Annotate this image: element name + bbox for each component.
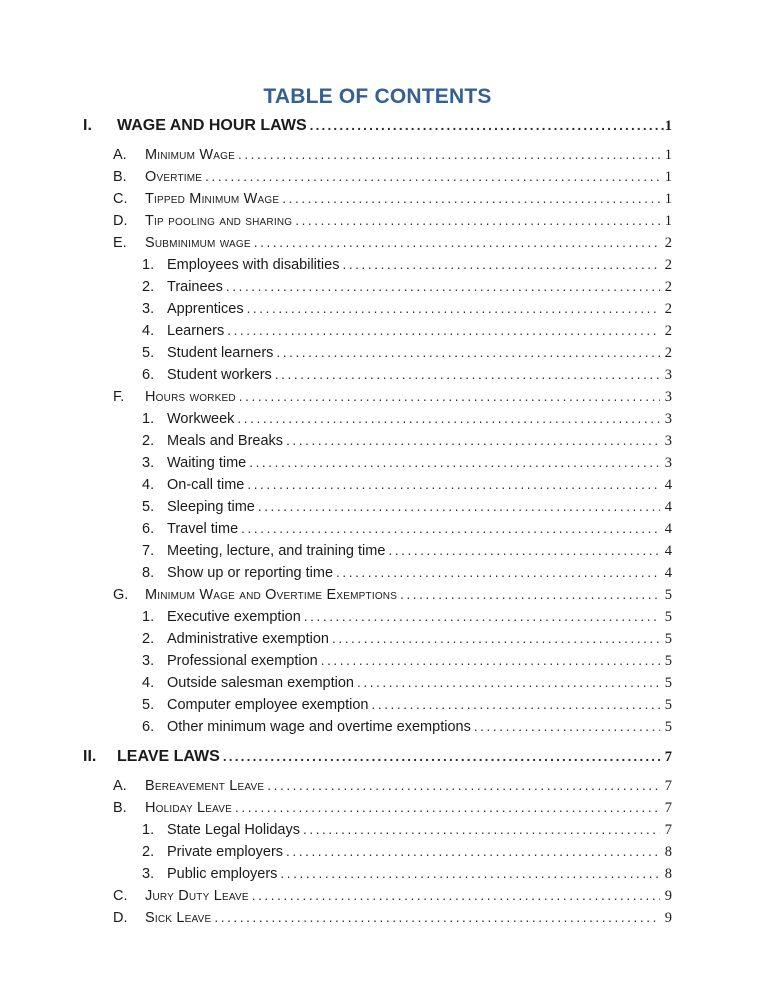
page-number: 3 <box>664 389 672 405</box>
toc-entry-label: Subminimum wage <box>145 235 251 251</box>
dot-leader <box>400 584 660 606</box>
toc-row-entry[interactable] <box>83 797 672 819</box>
dot-leader <box>372 694 660 716</box>
toc-entry-marker: 2. <box>142 631 155 647</box>
page-number: 1 <box>664 191 672 207</box>
toc-row-subentry[interactable] <box>83 320 672 342</box>
toc-row-subentry[interactable] <box>83 364 672 386</box>
toc-row-entry[interactable] <box>83 166 672 188</box>
toc-entry-marker: C. <box>113 191 128 207</box>
toc-entry-marker: A. <box>113 778 127 794</box>
toc-row-entry[interactable] <box>83 907 672 929</box>
toc-entry-marker: 1. <box>142 822 155 838</box>
page-number: 9 <box>664 888 672 904</box>
dot-leader <box>357 672 660 694</box>
dot-leader <box>342 254 659 276</box>
toc-entry-label: Trainees <box>167 279 223 295</box>
dot-leader <box>321 650 660 672</box>
toc-row-subentry[interactable] <box>83 518 672 540</box>
toc-row-subentry[interactable] <box>83 562 672 584</box>
toc-entry-marker: A. <box>113 147 127 163</box>
toc-row-subentry[interactable] <box>83 650 672 672</box>
dot-leader <box>303 819 660 841</box>
toc-row-entry[interactable] <box>83 775 672 797</box>
dot-leader <box>286 841 660 863</box>
toc-entry-label: Executive exemption <box>167 609 301 625</box>
toc-entry-label: Apprentices <box>167 301 244 317</box>
toc-row-subentry[interactable] <box>83 474 672 496</box>
toc-row-subentry[interactable] <box>83 496 672 518</box>
toc-row-subentry[interactable] <box>83 254 672 276</box>
dot-leader <box>239 386 660 408</box>
toc-row-subentry[interactable] <box>83 694 672 716</box>
toc-entry-marker: II. <box>83 748 97 765</box>
toc-entry-marker: 3. <box>142 301 155 317</box>
page-number: 4 <box>664 521 672 537</box>
toc-row-subentry[interactable] <box>83 841 672 863</box>
dot-leader <box>304 606 660 628</box>
toc-row-entry[interactable] <box>83 188 672 210</box>
page-number: 1 <box>664 147 672 163</box>
toc-list <box>83 115 672 929</box>
dot-leader <box>295 210 660 232</box>
page-number: 3 <box>664 367 672 383</box>
page-number: 2 <box>664 279 672 295</box>
page-number: 2 <box>664 301 672 317</box>
toc-entry-label: LEAVE LAWS <box>117 748 220 765</box>
toc-row-entry[interactable] <box>83 584 672 606</box>
toc-entry-marker: G. <box>113 587 129 603</box>
dot-leader <box>214 907 659 929</box>
toc-row-subentry[interactable] <box>83 430 672 452</box>
page-number: 8 <box>664 866 672 882</box>
dot-leader <box>276 342 659 364</box>
toc-entry-marker: 3. <box>142 653 155 669</box>
toc-entry-marker: 5. <box>142 345 155 361</box>
toc-entry-label: State Legal Holidays <box>167 822 300 838</box>
toc-entry-marker: 3. <box>142 866 155 882</box>
dot-leader <box>336 562 660 584</box>
toc-entry-marker: 6. <box>142 719 155 735</box>
toc-row-subentry[interactable] <box>83 606 672 628</box>
dot-leader <box>235 797 660 819</box>
page-number: 1 <box>664 213 672 229</box>
toc-row-subentry[interactable] <box>83 819 672 841</box>
toc-row-entry[interactable] <box>83 232 672 254</box>
toc-entry-label: Tipped Minimum Wage <box>145 191 280 207</box>
toc-entry-label: Sleeping time <box>167 499 255 515</box>
dot-leader <box>267 775 659 797</box>
page-number: 3 <box>664 433 672 449</box>
toc-entry-label: WAGE AND HOUR LAWS <box>117 117 307 134</box>
dot-leader <box>286 430 660 452</box>
toc-row-subentry[interactable] <box>83 540 672 562</box>
toc-entry-marker: E. <box>113 235 127 251</box>
page-number: 3 <box>664 411 672 427</box>
dot-leader <box>474 716 660 738</box>
toc-entry-marker: 1. <box>142 257 155 273</box>
toc-entry-marker: B. <box>113 800 127 816</box>
toc-entry-marker: D. <box>113 213 128 229</box>
dot-leader <box>282 188 659 210</box>
toc-entry-label: Learners <box>167 323 225 339</box>
toc-entry-label: Waiting time <box>167 455 247 471</box>
toc-entry-label: Tip pooling and sharing <box>145 213 293 229</box>
toc-entry-marker: 4. <box>142 675 155 691</box>
page-number: 2 <box>664 257 672 273</box>
toc-row-entry[interactable] <box>83 210 672 232</box>
toc-entry-marker: 4. <box>142 477 155 493</box>
toc-entry-label: Show up or reporting time <box>167 565 334 581</box>
dot-leader <box>254 232 660 254</box>
dot-leader <box>226 276 660 298</box>
page-number: 5 <box>664 653 672 669</box>
dot-leader <box>238 144 660 166</box>
toc-entry-label: Minimum Wage <box>145 147 235 163</box>
toc-entry-label: Sick Leave <box>145 910 212 926</box>
toc-row-section[interactable] <box>83 746 672 768</box>
toc-entry-label: Meeting, lecture, and training time <box>167 543 386 559</box>
toc-row-subentry[interactable] <box>83 342 672 364</box>
dot-leader <box>310 115 664 136</box>
page-number: 2 <box>664 235 672 251</box>
toc-entry-marker: I. <box>83 117 92 134</box>
toc-entry-label: Private employers <box>167 844 284 860</box>
page-number: 5 <box>664 697 672 713</box>
toc-entry-label: Student workers <box>167 367 272 383</box>
dot-leader <box>388 540 659 562</box>
toc-entry-label: Bereavement Leave <box>145 778 265 794</box>
dot-leader <box>275 364 660 386</box>
page-number: 5 <box>664 719 672 735</box>
page-number: 7 <box>664 822 672 838</box>
toc-row-subentry[interactable] <box>83 452 672 474</box>
toc-entry-marker: F. <box>113 389 125 405</box>
dot-leader <box>241 518 660 540</box>
toc-entry-label: Administrative exemption <box>167 631 329 647</box>
page-number: 1 <box>664 118 672 134</box>
toc-row-subentry[interactable] <box>83 863 672 885</box>
toc-entry-label: Professional exemption <box>167 653 318 669</box>
dot-leader <box>252 885 660 907</box>
dot-leader <box>247 298 660 320</box>
toc-entry-label: Hours worked <box>145 389 236 405</box>
dot-leader <box>247 474 659 496</box>
page-number: 3 <box>664 455 672 471</box>
toc-row-subentry[interactable] <box>83 628 672 650</box>
page-number: 5 <box>664 631 672 647</box>
toc-entry-label: Overtime <box>145 169 203 185</box>
page-number: 5 <box>664 587 672 603</box>
toc-entry-label: On-call time <box>167 477 245 493</box>
dot-leader <box>258 496 660 518</box>
toc-row-section[interactable] <box>83 115 672 137</box>
toc-entry-marker: B. <box>113 169 127 185</box>
dot-leader <box>237 408 659 430</box>
toc-entry-label: Student learners <box>167 345 274 361</box>
toc-entry-marker: 1. <box>142 609 155 625</box>
toc-row-subentry[interactable] <box>83 298 672 320</box>
page-number: 7 <box>664 778 672 794</box>
toc-entry-marker: 1. <box>142 411 155 427</box>
toc-entry-label: Meals and Breaks <box>167 433 284 449</box>
dot-leader <box>205 166 660 188</box>
dot-leader <box>332 628 660 650</box>
toc-entry-marker: D. <box>113 910 128 926</box>
page-number: 8 <box>664 844 672 860</box>
toc-entry-label: Travel time <box>167 521 239 537</box>
document-title: TABLE OF CONTENTS <box>263 85 492 108</box>
toc-entry-marker: 4. <box>142 323 155 339</box>
toc-entry-marker: 8. <box>142 565 155 581</box>
toc-entry-marker: 6. <box>142 521 155 537</box>
toc-entry-label: Public employers <box>167 866 278 882</box>
page-number: 9 <box>664 910 672 926</box>
toc-entry-label: Outside salesman exemption <box>167 675 354 691</box>
toc-entry-marker: 2. <box>142 433 155 449</box>
toc-entry-label: Employees with disabilities <box>167 257 340 273</box>
toc-entry-marker: 3. <box>142 455 155 471</box>
page-number: 4 <box>664 477 672 493</box>
toc-entry-marker: 5. <box>142 499 155 515</box>
page-number: 7 <box>664 800 672 816</box>
toc-entry-marker: 2. <box>142 279 155 295</box>
page-number: 7 <box>664 749 672 765</box>
toc-entry-marker: C. <box>113 888 128 904</box>
toc-entry-marker: 5. <box>142 697 155 713</box>
dot-leader <box>223 746 664 767</box>
page-number: 2 <box>664 345 672 361</box>
dot-leader <box>249 452 660 474</box>
toc-row-subentry[interactable] <box>83 408 672 430</box>
toc-entry-marker: 7. <box>142 543 155 559</box>
toc-entry-label: Minimum Wage and Overtime Exemptions <box>145 587 398 603</box>
toc-row-entry[interactable] <box>83 144 672 166</box>
toc-row-entry[interactable] <box>83 885 672 907</box>
toc-row-subentry[interactable] <box>83 672 672 694</box>
dot-leader <box>227 320 660 342</box>
page-number: 5 <box>664 675 672 691</box>
page-number: 4 <box>664 499 672 515</box>
toc-entry-label: Holiday Leave <box>145 800 233 816</box>
toc-entry-label: Other minimum wage and overtime exemptions <box>167 719 471 735</box>
toc-entry-label: Jury Duty Leave <box>145 888 249 904</box>
page-number: 4 <box>664 565 672 581</box>
page-number: 5 <box>664 609 672 625</box>
page-number: 1 <box>664 169 672 185</box>
page-number: 4 <box>664 543 672 559</box>
toc-entry-marker: 6. <box>142 367 155 383</box>
toc-row-subentry[interactable] <box>83 716 672 738</box>
dot-leader <box>280 863 659 885</box>
toc-entry-label: Computer employee exemption <box>167 697 369 713</box>
toc-row-subentry[interactable] <box>83 276 672 298</box>
toc-entry-marker: 2. <box>142 844 155 860</box>
page-number: 2 <box>664 323 672 339</box>
toc-entry-label: Workweek <box>167 411 235 427</box>
toc-row-entry[interactable] <box>83 386 672 408</box>
